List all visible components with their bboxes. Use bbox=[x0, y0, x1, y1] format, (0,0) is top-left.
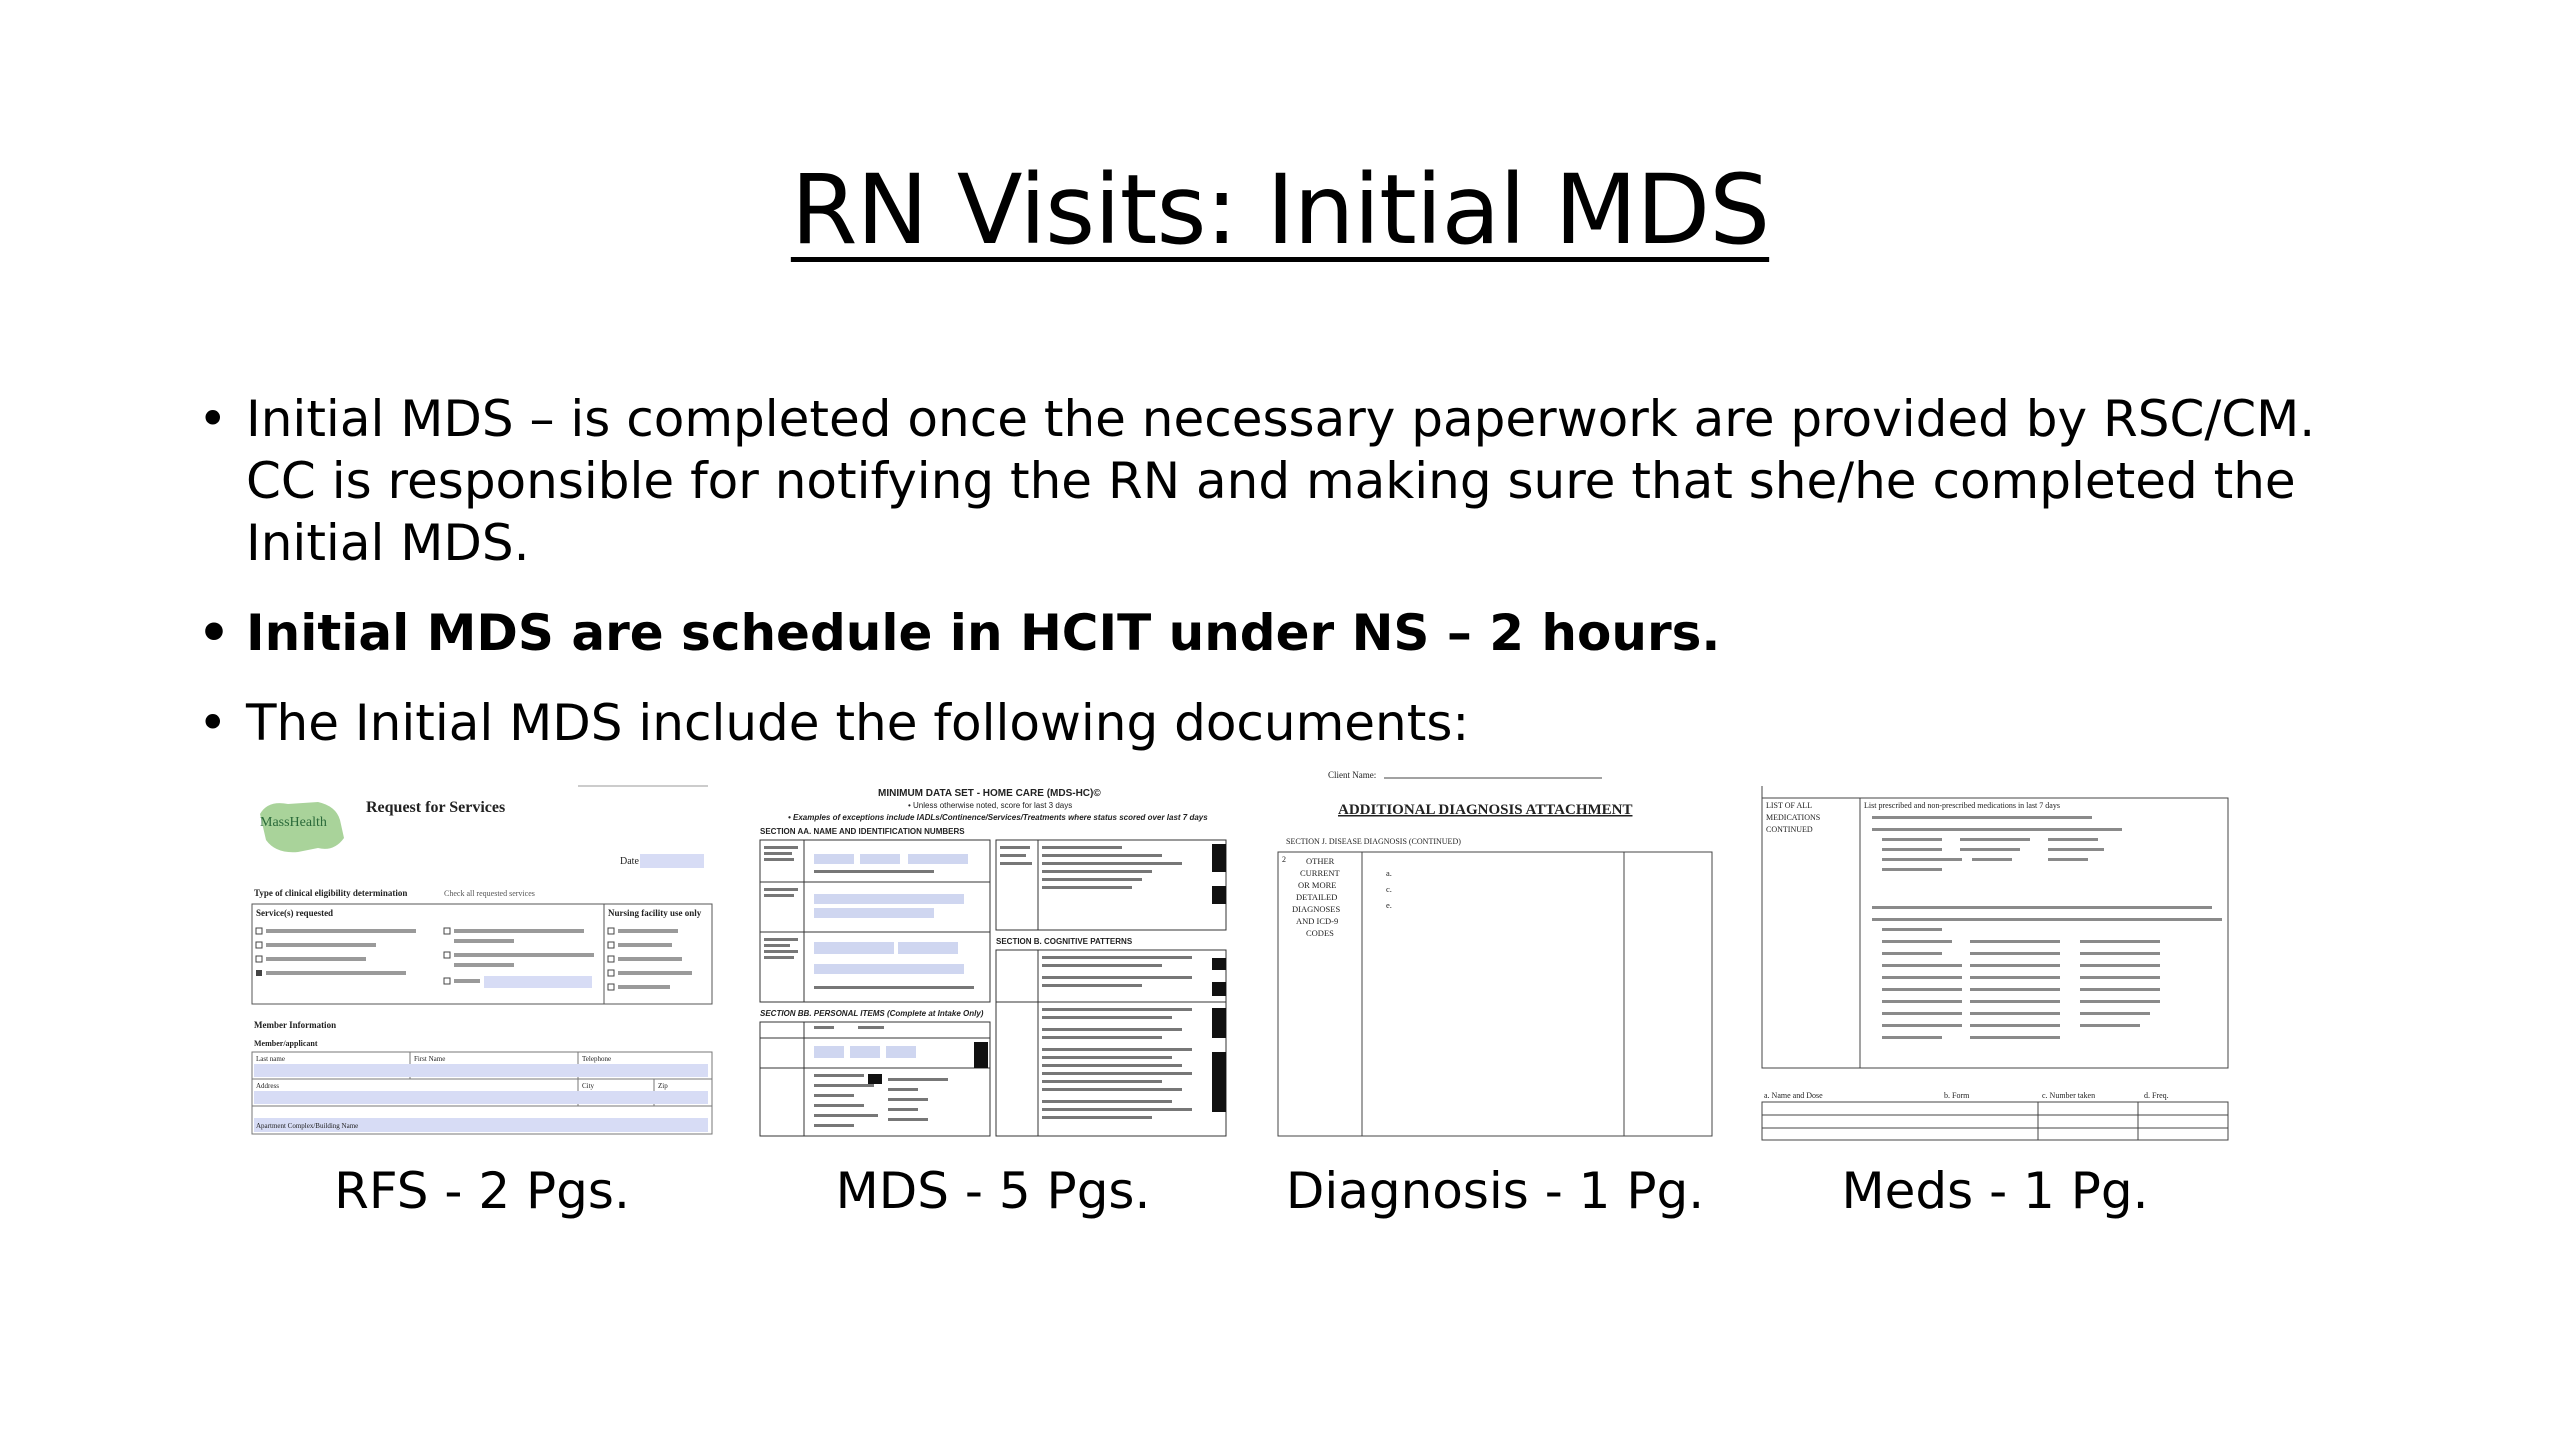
svg-text:CONTINUED: CONTINUED bbox=[1766, 825, 1813, 834]
svg-text:Telephone: Telephone bbox=[582, 1055, 612, 1063]
svg-text:OR MORE: OR MORE bbox=[1298, 880, 1337, 890]
svg-text:a.: a. bbox=[1386, 868, 1392, 878]
svg-text:List prescribed and non-prescr: List prescribed and non-prescribed medications in last 7 days bbox=[1864, 801, 2060, 810]
meds-document-thumbnail bbox=[1760, 786, 2230, 1144]
diagnosis-document-thumbnail bbox=[1272, 766, 1718, 1140]
svg-text:a. Name and Dose: a. Name and Dose bbox=[1764, 1091, 1823, 1100]
mds-caption: MDS - 5 Pgs. bbox=[835, 1162, 1151, 1220]
svg-text:City: City bbox=[582, 1082, 595, 1090]
bullet-item bbox=[190, 602, 2390, 664]
svg-text:MINIMUM DATA SET - HOME CARE (: MINIMUM DATA SET - HOME CARE (MDS-HC)© bbox=[878, 788, 1101, 799]
svg-text:Client Name:: Client Name: bbox=[1328, 770, 1377, 780]
bullet-list bbox=[190, 388, 2390, 782]
bullet-item bbox=[190, 692, 2390, 754]
svg-text:• Examples of exceptions inclu: • Examples of exceptions include IADLs/Continence/Services/Treatments where status scored over last 7 days bbox=[788, 813, 1208, 822]
svg-text:Check all requested services: Check all requested services bbox=[444, 889, 535, 898]
svg-text:Type of clinical eligibility d: Type of clinical eligibility determination bbox=[254, 888, 408, 898]
bullet-glyph: • bbox=[198, 390, 228, 448]
svg-text:Service(s) requested: Service(s) requested bbox=[256, 908, 334, 918]
masshealth-logo: MassHealth bbox=[260, 815, 327, 830]
bullet-text: The Initial MDS include the following documents: bbox=[246, 694, 1470, 752]
svg-text:• Unless otherwise noted, scor: • Unless otherwise noted, score for last 3 days bbox=[908, 801, 1073, 810]
svg-text:OTHER: OTHER bbox=[1306, 856, 1335, 866]
slide-title: RN Visits: Initial MDS bbox=[790, 154, 1770, 266]
svg-text:Member Information: Member Information bbox=[254, 1020, 337, 1030]
svg-text:CODES: CODES bbox=[1306, 928, 1334, 938]
svg-text:d. Freq.: d. Freq. bbox=[2144, 1091, 2169, 1100]
svg-text:SECTION BB. PERSONAL ITEMS (Co: SECTION BB. PERSONAL ITEMS (Complete at Intake Only) bbox=[760, 1009, 984, 1018]
svg-text:2: 2 bbox=[1282, 855, 1286, 864]
svg-text:Zip: Zip bbox=[658, 1082, 668, 1090]
svg-text:c. Number taken: c. Number taken bbox=[2042, 1091, 2096, 1100]
bullet-glyph: • bbox=[198, 604, 230, 662]
svg-text:Apartment Complex/Building Nam: Apartment Complex/Building Name bbox=[256, 1122, 359, 1130]
svg-text:Last name: Last name bbox=[256, 1055, 285, 1063]
svg-text:SECTION B. COGNITIVE PATTERNS: SECTION B. COGNITIVE PATTERNS bbox=[996, 937, 1133, 946]
svg-text:SECTION AA. NAME AND IDENTIFIC: SECTION AA. NAME AND IDENTIFICATION NUMBERS bbox=[760, 827, 965, 836]
meds-caption: Meds - 1 Pg. bbox=[1841, 1162, 2149, 1220]
bullet-text: Initial MDS – is completed once the necessary paperwork are provided by RSC/CM. CC is responsible for notifying the RN and making sure that she/he completed the Initial MDS. bbox=[246, 390, 2316, 572]
bullet-item bbox=[190, 388, 2390, 574]
svg-text:Request for Services: Request for Services bbox=[366, 799, 506, 816]
svg-text:Address: Address bbox=[256, 1082, 279, 1090]
bullet-text: Initial MDS are schedule in HCIT under NS – 2 hours. bbox=[246, 604, 1721, 662]
diagnosis-caption: Diagnosis - 1 Pg. bbox=[1285, 1162, 1705, 1220]
mds-document-thumbnail bbox=[758, 782, 1228, 1140]
rfs-caption: RFS - 2 Pgs. bbox=[334, 1162, 630, 1220]
svg-text:DETAILED: DETAILED bbox=[1296, 892, 1338, 902]
svg-text:SECTION J. DISEASE DIAGNOSIS (: SECTION J. DISEASE DIAGNOSIS (CONTINUED) bbox=[1286, 837, 1461, 846]
svg-text:c.: c. bbox=[1386, 884, 1392, 894]
svg-text:AND ICD-9: AND ICD-9 bbox=[1296, 916, 1339, 926]
rfs-document-thumbnail bbox=[248, 782, 716, 1140]
svg-text:b. Form: b. Form bbox=[1944, 1091, 1970, 1100]
svg-text:Nursing facility use only: Nursing facility use only bbox=[608, 908, 702, 918]
svg-text:Date: Date bbox=[620, 856, 639, 867]
svg-text:Member/applicant: Member/applicant bbox=[254, 1039, 318, 1048]
svg-text:MEDICATIONS: MEDICATIONS bbox=[1766, 813, 1821, 822]
svg-text:ADDITIONAL DIAGNOSIS ATTACHMEN: ADDITIONAL DIAGNOSIS ATTACHMENT bbox=[1338, 802, 1633, 818]
svg-text:LIST OF ALL: LIST OF ALL bbox=[1766, 801, 1813, 810]
svg-text:DIAGNOSES: DIAGNOSES bbox=[1292, 904, 1341, 914]
bullet-glyph: • bbox=[198, 694, 228, 752]
svg-text:CURRENT: CURRENT bbox=[1300, 868, 1340, 878]
svg-text:First Name: First Name bbox=[414, 1055, 446, 1063]
svg-text:e.: e. bbox=[1386, 900, 1392, 910]
